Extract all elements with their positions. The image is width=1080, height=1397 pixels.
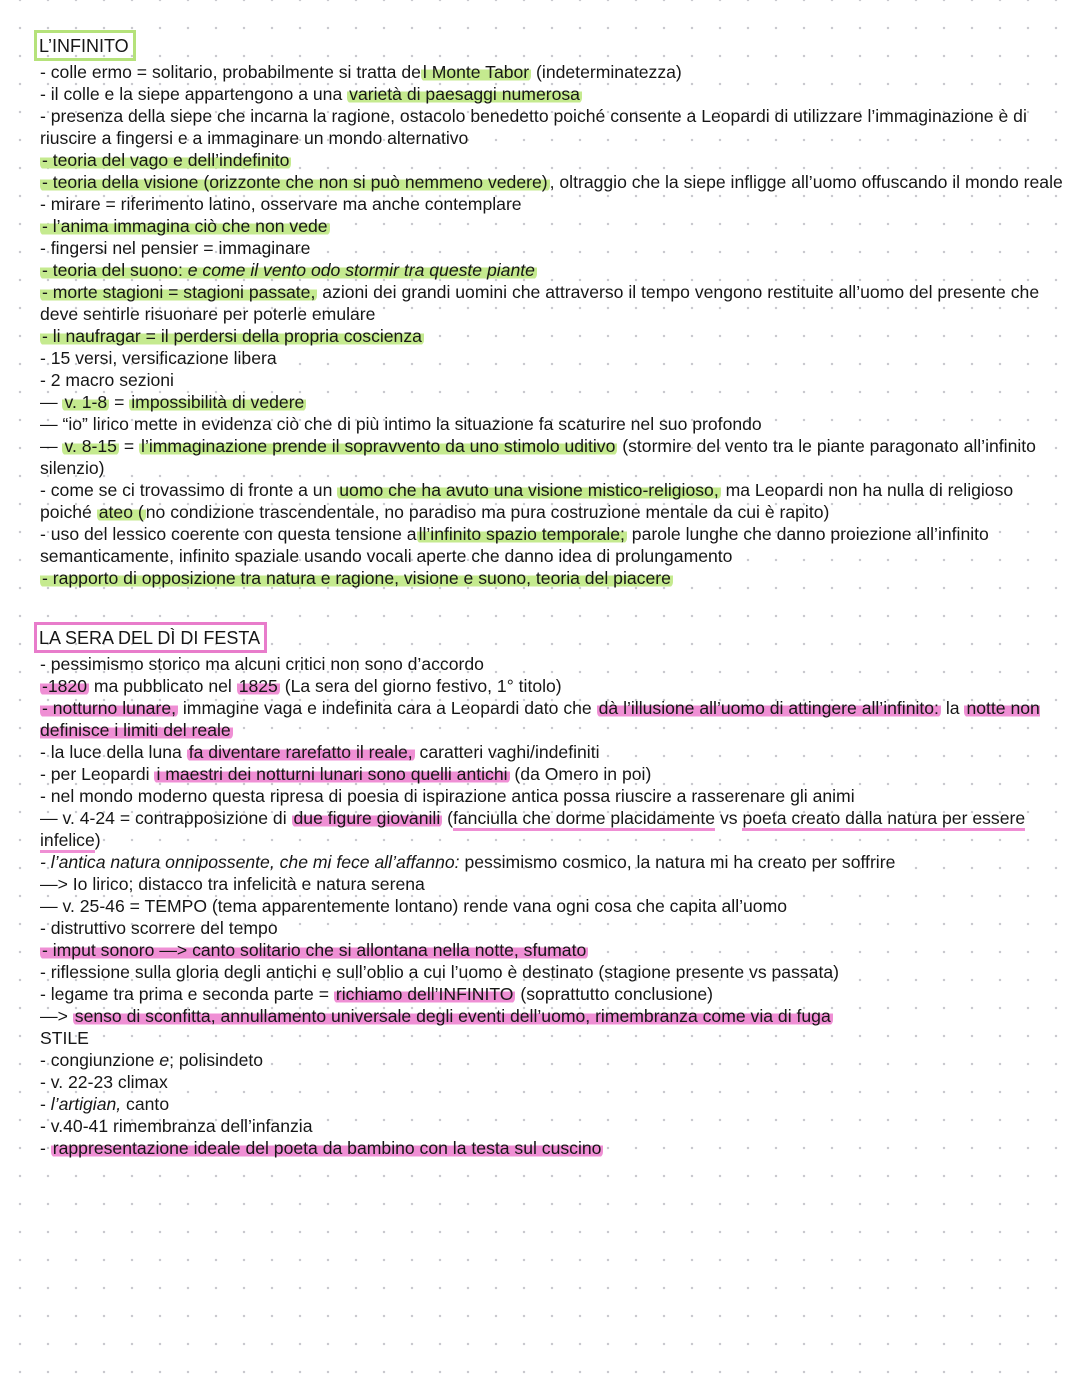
note-line: - teoria della visione (orizzonte che non si può nemmeno vedere) , oltraggio che la siepe infligge all’uomo offuscando il mondo reale xyxy=(42,172,1063,192)
note-line: - fingersi nel pensier = immaginare xyxy=(40,238,311,258)
section-sera-del-di-di-festa xyxy=(40,622,1064,1159)
note-line: — v. 1-8 = impossibilità di vedere xyxy=(40,392,305,412)
note-line: - notturno lunare, immagine vaga e indefinita cara a Leopardi dato che dà l’illusione all’uomo di attingere all’infinito: la notte non definisce i limiti del reale xyxy=(40,698,1040,740)
note-line: - l’antica natura onnipossente, che mi fece all’affanno: pessimismo cosmico, la natura mi ha creato per soffrire xyxy=(40,852,896,872)
note-line: - v. 22-23 climax xyxy=(40,1072,168,1092)
subheading-stile: STILE xyxy=(40,1028,89,1048)
note-line: —> Io lirico; distacco tra infelicità e natura serena xyxy=(40,874,425,894)
note-line: - teoria del suono: e come il vento odo stormir tra queste piante xyxy=(42,260,535,280)
note-line: - teoria del vago e dell’indefinito xyxy=(42,150,290,170)
note-line: - mirare = riferimento latino, osservare ma anche contemplare xyxy=(40,194,522,214)
note-line: - la luce della luna fa diventare rarefatto il reale, caratteri vaghi/indefiniti xyxy=(40,742,600,762)
note-line: - imput sonoro —> canto solitario che si allontana nella notte, sfumato xyxy=(42,940,587,960)
note-line: — v. 4-24 = contrapposizione di due figure giovanili (fanciulla che dorme placidamente vs poeta creato dalla natura per essere infelice) xyxy=(40,807,1064,851)
note-line: - l’anima immagina ciò che non vede xyxy=(42,216,328,236)
note-line: - presenza della siepe che incarna la ragione, ostacolo benedetto poiché consente a Leopardi di utilizzare l’immaginazione è di riuscire a fingersi e a immaginare un mondo alternativo xyxy=(40,106,1027,148)
note-line: — v. 8-15 = l’immaginazione prende il sopravvento da uno stimolo uditivo (stormire del vento tra le piante paragonato all’infinito silenzio) xyxy=(40,436,1036,478)
section-title-sera: LA SERA DEL DÌ DI FESTA xyxy=(34,622,267,653)
section-infinito xyxy=(40,30,1064,589)
note-line: - per Leopardi i maestri dei notturni lunari sono quelli antichi (da Omero in poi) xyxy=(40,764,652,784)
note-line: - colle ermo = solitario, probabilmente si tratta de l Monte Tabor (indeterminatezza) xyxy=(40,62,682,82)
note-line: - li naufragar = il perdersi della propria coscienza xyxy=(42,326,422,346)
note-line: - rapporto di opposizione tra natura e ragione, visione e suono, teoria del piacere xyxy=(42,568,671,588)
note-line: - nel mondo moderno questa ripresa di poesia di ispirazione antica possa riuscire a rasserenare gli animi xyxy=(40,786,855,806)
note-line: - congiunzione e; polisindeto xyxy=(40,1050,264,1070)
note-line: - 15 versi, versificazione libera xyxy=(40,348,277,368)
note-line: - riflessione sulla gloria degli antichi e sull’oblio a cui l’uomo è destinato (stagione presente vs passata) xyxy=(40,962,839,982)
note-line: - v.40-41 rimembranza dell’infanzia xyxy=(40,1116,313,1136)
note-line: - distruttivo scorrere del tempo xyxy=(40,918,278,938)
note-line: — “io” lirico mette in evidenza ciò che di più intimo la situazione fa scaturire nel suo profondo xyxy=(40,414,762,434)
note-line: - pessimismo storico ma alcuni critici non sono d’accordo xyxy=(40,654,484,674)
note-line: - legame tra prima e seconda parte = richiamo dell’INFINITO (soprattutto conclusione) xyxy=(40,984,714,1004)
note-line: - il colle e la siepe appartengono a una varietà di paesaggi numerosa xyxy=(40,84,580,104)
section-title-infinito: L’INFINITO xyxy=(34,30,136,61)
note-line: - uso del lessico coerente con questa tensione a ll’infinito spazio temporale; parole lunghe che danno proiezione all’infinito semanticamente, infinito spaziale usando vocali aperte che danno idea di prolungamento xyxy=(40,524,989,566)
note-line: -1820 ma pubblicato nel 1825 (La sera del giorno festivo, 1° titolo) xyxy=(42,676,562,696)
note-line: — v. 25-46 = TEMPO (tema apparentemente lontano) rende vana ogni cosa che capita all’uomo xyxy=(40,896,788,916)
note-line: - come se ci trovassimo di fronte a un uomo che ha avuto una visione mistico-religioso, ma Leopardi non ha nulla di religioso poiché ateo ( no condizione trascendentale, no paradiso ma pura costruzione mentale da cui è rapito) xyxy=(40,480,1014,522)
note-line: - rappresentazione ideale del poeta da bambino con la testa sul cuscino xyxy=(40,1138,602,1158)
note-line: - l’artigian, canto xyxy=(40,1094,170,1114)
note-line: —> senso di sconfitta, annullamento universale degli eventi dell’uomo, rimembranza come via di fuga xyxy=(40,1006,831,1026)
note-line: - morte stagioni = stagioni passate, azioni dei grandi uomini che attraverso il tempo vengono restituite all’uomo del presente che deve sentirle risuonare per poterle emulare xyxy=(40,282,1040,324)
note-line: - 2 macro sezioni xyxy=(40,370,174,390)
